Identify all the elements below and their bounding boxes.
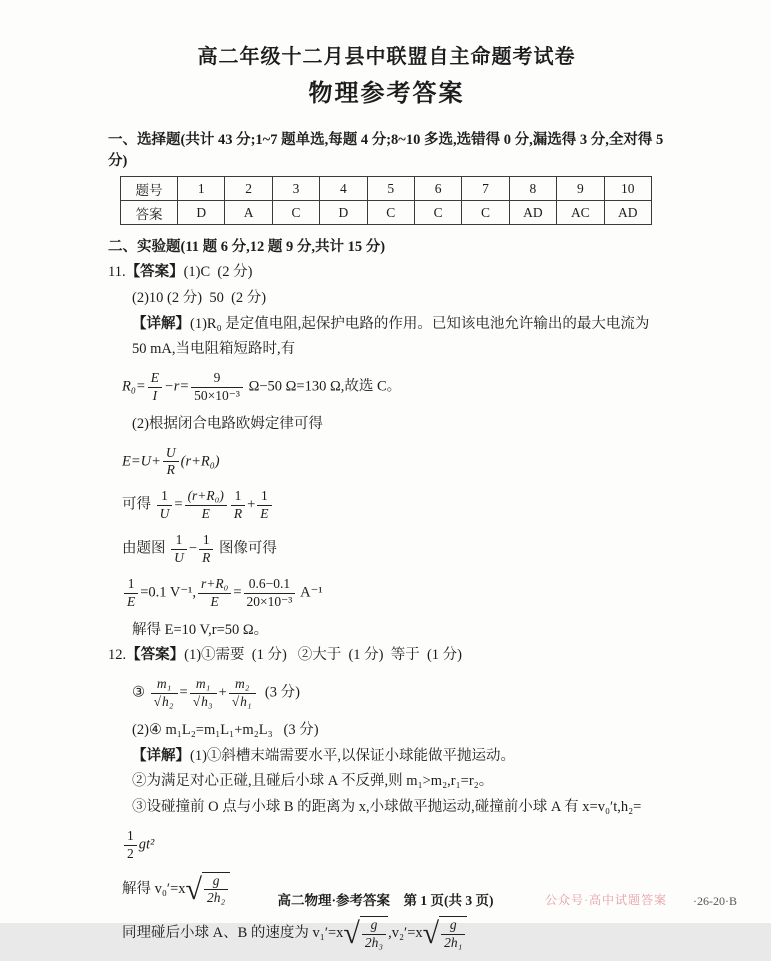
fraction-denominator: R	[202, 549, 211, 565]
fraction	[197, 532, 215, 567]
answer-cell: D	[320, 201, 367, 225]
fraction-denominator: U	[159, 506, 170, 522]
question-number-cell: 7	[462, 177, 509, 201]
answer-cell: C	[414, 201, 461, 225]
fraction-numerator: m₁	[190, 676, 217, 694]
page-footer: 高二物理·参考答案 第 1 页(共 3 页)	[277, 893, 494, 908]
fraction-numerator: g	[204, 873, 228, 891]
q12-detail-line2: ②为满足对心正碰,且碰后小球 A 不反弹,则 m₁>m₂,r₁=r₂。	[132, 773, 494, 790]
radicand	[360, 916, 388, 952]
q12-detail-line1	[132, 746, 665, 768]
fraction-denominator: R	[233, 506, 243, 522]
table-row-answers	[121, 201, 652, 225]
q11-detail-text-1: (1)R₀ 是定值电阻,起保护电路的作用。已知该电池允许输出的最大电流为	[190, 315, 650, 332]
answer-cell: C	[272, 201, 319, 225]
sqrt-expression	[343, 916, 388, 952]
answer-cell: AC	[557, 201, 604, 225]
section-experiment-heading: 二、实验题(11 题 6 分,12 题 9 分,共计 15 分)	[108, 239, 386, 255]
fraction-denominator: U	[174, 549, 184, 565]
plus-sign: +	[247, 496, 256, 513]
fraction-denominator: 20×10⁻³	[246, 593, 293, 609]
q11-detail-line3: (2)根据闭合电路欧姆定律可得	[132, 415, 323, 432]
fraction-numerator: m₁	[151, 676, 178, 694]
fraction-numerator: (r+R₀)	[185, 488, 227, 506]
fraction	[149, 676, 180, 711]
radicand: h₃	[201, 693, 213, 709]
radical-sign: √	[192, 693, 201, 709]
question-number-cell: 3	[272, 177, 319, 201]
score-label: (3 分)	[257, 684, 300, 701]
plus-sign: +	[218, 684, 227, 701]
row-label-numbers: 题号	[121, 177, 178, 201]
fraction-numerator: 1	[257, 488, 271, 506]
page-content	[108, 40, 665, 961]
fraction-numerator: m₂	[229, 676, 256, 694]
q11-formula-r0	[122, 370, 665, 405]
q12-answer-line1	[108, 645, 665, 667]
fraction	[122, 828, 139, 863]
q12-answer-line2: (2)④ m₁L₂=m₁L₁+m₂L₃ (3 分)	[132, 721, 319, 738]
answer-cell: AD	[604, 201, 651, 225]
q12-detail-line3: ③设碰撞前 O 点与小球 B 的距离为 x,小球做平抛运动,碰撞前小球 A 有 x=v₀′t,h₂=	[132, 799, 642, 815]
q11-formula-emf	[122, 445, 665, 480]
q11-answer-line2: (2)10 (2 分) 50 (2 分)	[132, 289, 267, 306]
formula-mid: =0.1 V⁻¹,	[140, 584, 197, 601]
radical-sign: √	[185, 872, 202, 906]
radicand	[439, 916, 467, 952]
fraction-denominator: E	[127, 593, 136, 609]
fraction-denominator	[190, 694, 217, 711]
q11-formula-values	[122, 576, 665, 611]
answer-cell: AD	[509, 201, 556, 225]
radical-sign: √	[422, 917, 440, 951]
fraction-numerator: 1	[171, 532, 187, 550]
formula-tail: A⁻¹	[297, 584, 323, 601]
formula-lhs: E=U+	[122, 453, 161, 470]
paper-code: ·26-20·B	[693, 894, 737, 908]
fraction-numerator: 1	[124, 828, 137, 846]
fraction-numerator: U	[163, 445, 179, 463]
minus-sign: −	[188, 540, 198, 557]
fraction-denominator	[229, 694, 256, 711]
fraction-numerator: r+R₀	[198, 576, 231, 594]
table-row-question-numbers	[121, 177, 652, 201]
detail-tag: 【详解】	[132, 315, 190, 332]
question-number-cell: 8	[509, 177, 556, 201]
formula-pre: 可得	[122, 496, 155, 513]
row-label-answers: 答案	[121, 201, 178, 225]
fraction-denominator: 50×10⁻³	[194, 387, 240, 403]
q11-answer-line1	[108, 262, 665, 284]
answer-tag: 【答案】	[126, 647, 185, 664]
fraction	[146, 370, 164, 405]
fraction-numerator: E	[148, 370, 162, 388]
exam-title: 高二年级十二月县中联盟自主命题考试卷	[197, 46, 576, 68]
formula-pre: ③	[132, 684, 149, 701]
formula-pre: 由题图	[122, 540, 170, 557]
q11-number: 11.	[108, 264, 126, 280]
formula-pre: 同理碰后小球 A、B 的速度为 v₁′=x	[122, 925, 344, 942]
answer-cell: D	[178, 201, 225, 225]
fraction	[439, 917, 467, 952]
fraction	[183, 488, 229, 523]
fraction-denominator: 2h₃	[364, 935, 384, 951]
fraction	[188, 676, 219, 711]
detail-tag: 【详解】	[132, 747, 190, 764]
question-number-cell: 4	[320, 177, 367, 201]
fraction-numerator: 0.6−0.1	[244, 576, 296, 594]
fraction-denominator: E	[260, 506, 269, 522]
equals-sign: =	[233, 584, 242, 601]
formula-lhs: R₀=	[122, 378, 146, 395]
equals-sign: =	[179, 684, 188, 701]
radicand: h₂	[162, 693, 174, 709]
question-number-cell: 2	[225, 177, 272, 201]
fraction-denominator: I	[152, 387, 158, 403]
q11-result-line: 解得 E=10 V,r=50 Ω。	[132, 621, 269, 638]
fraction-denominator: 2	[127, 845, 134, 861]
formula-post: 图像可得	[215, 540, 277, 557]
fraction-numerator: 1	[157, 488, 173, 506]
fraction	[196, 576, 233, 611]
formula-tail: Ω−50 Ω=130 Ω,故选 C。	[244, 378, 402, 395]
q12-formula-v1-v2	[122, 916, 665, 952]
page-subtitle: 物理参考答案	[308, 81, 465, 107]
fraction-denominator: E	[201, 506, 210, 522]
q11-detail-line2: 50 mA,当电阻箱短路时,有	[132, 341, 296, 358]
watermark-text: 公众号·高中试题答案	[545, 893, 667, 907]
formula-tail: (r+R₀)	[180, 453, 220, 470]
equals-sign: =	[174, 496, 183, 513]
fraction-numerator: 1	[231, 488, 245, 506]
q12-number: 12.	[108, 647, 127, 664]
answer-table	[120, 176, 652, 225]
q12-formula-half-gt2	[122, 828, 665, 863]
fraction-denominator: 2h₂	[207, 890, 226, 906]
fraction-numerator: 1	[124, 576, 138, 594]
answer-tag: 【答案】	[125, 264, 184, 280]
q11-formula-graph	[122, 532, 665, 567]
fraction-denominator: 2h₁	[444, 935, 463, 951]
fraction	[360, 917, 388, 952]
fraction-denominator: E	[210, 593, 219, 609]
question-number-cell: 9	[557, 177, 604, 201]
q11-formula-linear	[122, 488, 665, 523]
fraction	[242, 576, 298, 611]
radicand: h₁	[240, 693, 252, 709]
section-choice-heading: 一、选择题(共计 43 分;1~7 题单选,每题 4 分;8~10 多选,选错得 0 分,漏选得 3 分,全对得 5 分)	[108, 132, 667, 169]
q12-answer-1: (1)①需要 (1 分) ②大于 (1 分) 等于 (1 分)	[184, 647, 463, 664]
answer-cell: A	[225, 201, 272, 225]
sqrt-expression	[423, 916, 468, 952]
answer-cell: C	[367, 201, 414, 225]
q11-detail-line1	[132, 314, 665, 336]
fraction	[227, 676, 258, 711]
radical-sign: √	[231, 693, 240, 709]
formula-tail: gt²	[138, 836, 155, 853]
question-number-cell: 1	[178, 177, 225, 201]
fraction-numerator: 9	[191, 370, 243, 388]
formula-mid: ,v₂′=x	[388, 925, 423, 942]
fraction	[229, 488, 247, 523]
formula-mid: −r=	[163, 378, 190, 395]
fraction-denominator	[151, 694, 178, 711]
fraction-numerator: 1	[199, 532, 213, 550]
q12-formula-mass-relation	[132, 676, 665, 711]
q12-detail-text-1: (1)①斜槽末端需要水平,以保证小球能做平抛运动。	[190, 747, 516, 764]
fraction-numerator: g	[441, 917, 465, 935]
radical-sign: √	[343, 917, 360, 951]
formula-pre: 解得 v₀′=x	[122, 880, 186, 897]
fraction	[122, 576, 140, 611]
answer-cell: C	[462, 201, 509, 225]
fraction	[255, 488, 273, 523]
fraction	[155, 488, 175, 523]
question-number-cell: 5	[367, 177, 414, 201]
q11-answer-1: (1)C (2 分)	[183, 264, 253, 280]
fraction	[189, 370, 245, 405]
question-number-cell: 10	[604, 177, 651, 201]
fraction	[161, 445, 181, 480]
fraction	[169, 532, 189, 567]
radical-sign: √	[153, 693, 162, 709]
fraction-numerator: g	[362, 917, 386, 935]
fraction-denominator: R	[166, 462, 175, 478]
question-number-cell: 6	[414, 177, 461, 201]
